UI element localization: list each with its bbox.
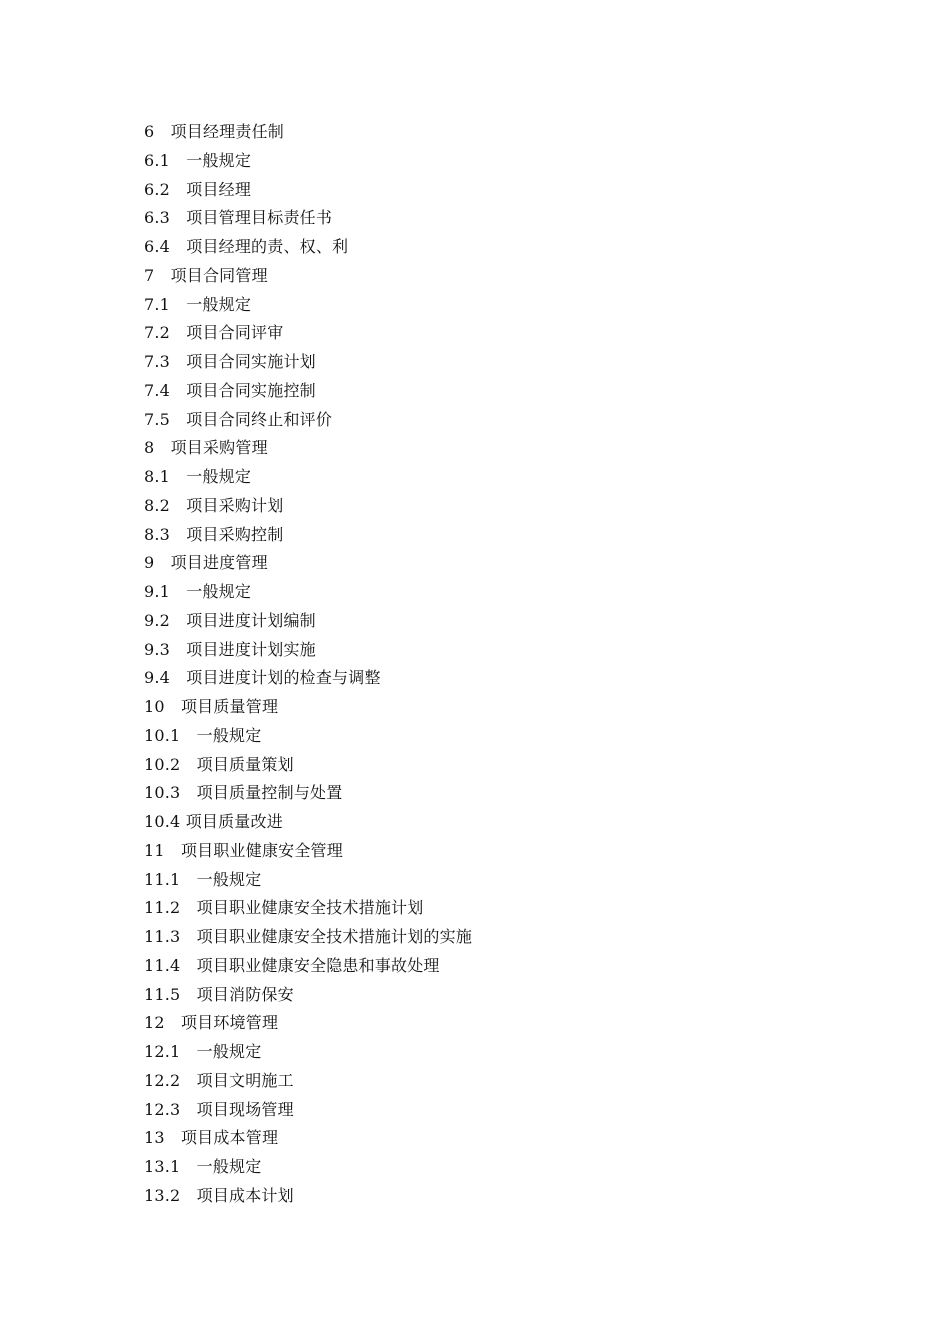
toc-entry: 13.1 一般规定 (144, 1157, 262, 1176)
toc-entry: 6.2 项目经理 (144, 179, 252, 199)
toc-entry: 11.3 项目职业健康安全技术措施计划的实施 (144, 927, 473, 946)
toc-entry: 12.3 项目现场管理 (144, 1099, 294, 1119)
toc-entry: 8.2 项目采购计划 (144, 495, 284, 515)
toc-entry: 10 项目质量管理 (144, 697, 279, 716)
toc-entry: 9.2 项目进度计划编制 (144, 610, 316, 630)
toc-entry: 9.3 项目进度计划实施 (144, 639, 316, 659)
toc-entry: 13 项目成本管理 (144, 1128, 279, 1148)
toc-entry: 11.2 项目职业健康安全技术措施计划 (144, 898, 424, 918)
toc-entry: 6.4 项目经理的责、权、利 (144, 237, 349, 256)
toc-entry: 8.3 项目采购控制 (144, 524, 284, 544)
toc-entry: 11.4 项目职业健康安全隐患和事故处理 (144, 955, 440, 975)
toc-entry: 12 项目环境管理 (144, 1013, 279, 1033)
toc-entry: 8 项目采购管理 (144, 438, 268, 458)
table-of-contents (144, 118, 844, 1211)
toc-entry: 10.4 项目质量改进 (144, 812, 283, 831)
toc-entry: 8.1 一般规定 (144, 467, 252, 486)
toc-entry: 6.3 项目管理目标责任书 (144, 208, 333, 228)
toc-entry: 11.5 项目消防保安 (144, 984, 294, 1004)
toc-entry: 12.2 项目文明施工 (144, 1070, 294, 1090)
toc-entry: 7.4 项目合同实施控制 (144, 380, 316, 400)
toc-entry: 9 项目进度管理 (144, 553, 268, 573)
toc-entry: 11.1 一般规定 (144, 869, 262, 889)
toc-entry: 7.5 项目合同终止和评价 (144, 409, 333, 429)
toc-entry: 10.2 项目质量策划 (144, 754, 294, 774)
toc-entry: 11 项目职业健康安全管理 (144, 840, 343, 860)
toc-entry: 10.3 项目质量控制与处置 (144, 783, 343, 803)
toc-entry: 9.1 一般规定 (144, 582, 252, 601)
toc-entry: 12.1 一般规定 (144, 1042, 262, 1061)
toc-entry: 7.1 一般规定 (144, 294, 252, 314)
toc-entry: 6 项目经理责任制 (144, 122, 284, 141)
toc-entry: 10.1 一般规定 (144, 725, 262, 745)
toc-entry: 13.2 项目成本计划 (144, 1185, 294, 1205)
toc-entry: 7 项目合同管理 (144, 265, 268, 285)
toc-entry: 7.2 项目合同评审 (144, 323, 284, 343)
toc-entry: 6.1 一般规定 (144, 150, 252, 170)
toc-entry: 7.3 项目合同实施计划 (144, 352, 316, 371)
toc-entry: 9.4 项目进度计划的检查与调整 (144, 668, 381, 688)
